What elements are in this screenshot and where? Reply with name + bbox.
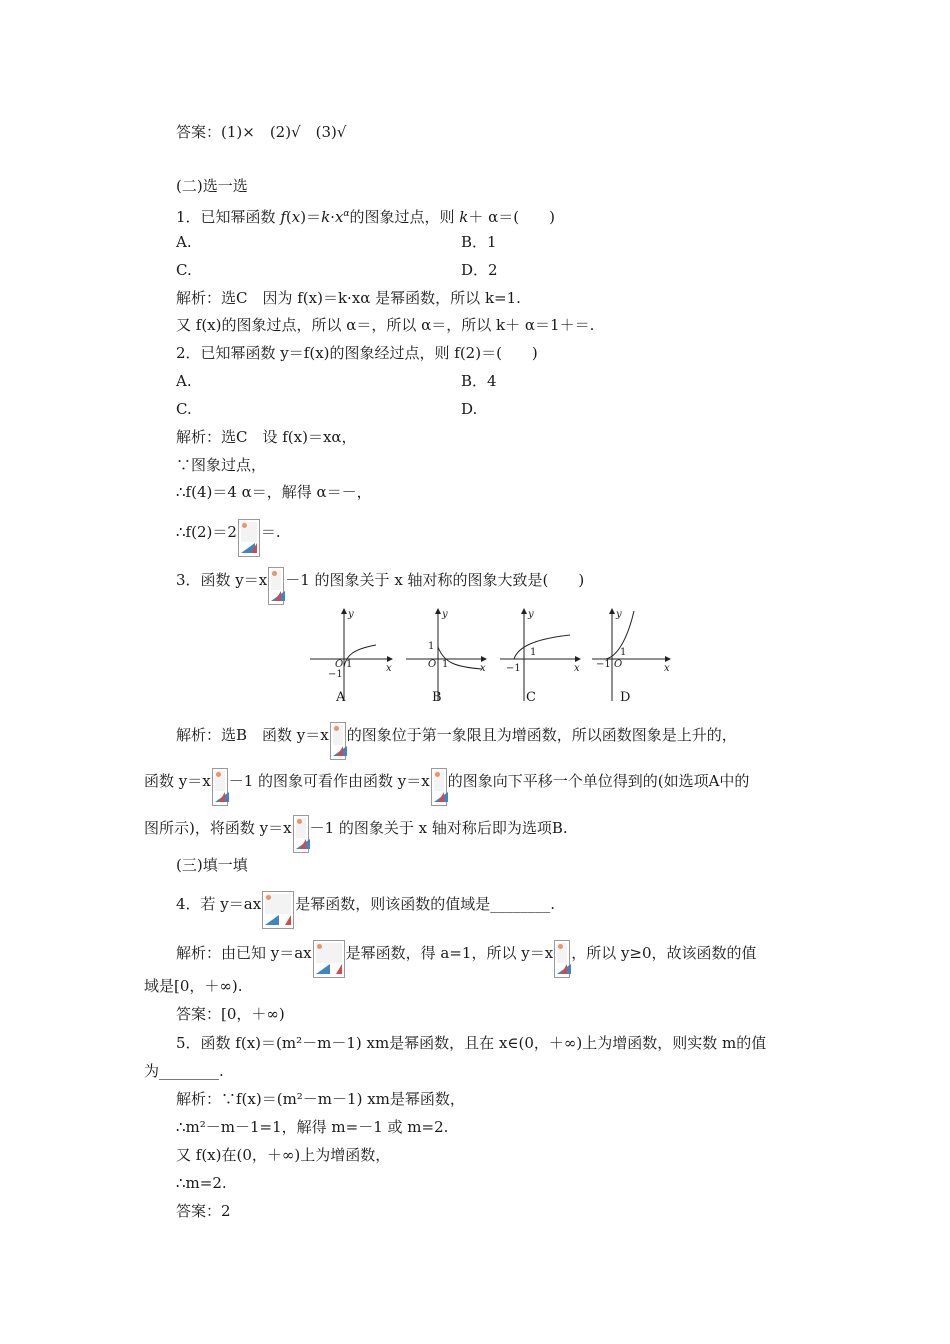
svg-text:x: x [386, 663, 392, 674]
q1-alpha: α [343, 209, 350, 219]
q2-option-d: D. [461, 400, 478, 418]
q1-paren: ( [285, 208, 292, 226]
q1-option-a: A. [176, 233, 192, 251]
svg-text:x: x [574, 663, 580, 674]
section-heading: (二)选一选 [176, 177, 248, 195]
svg-text:1: 1 [530, 647, 537, 658]
question-5-stem-1: 5．函数 f(x)＝(m²－m－1) xm是幂函数，且在 x∈(0，＋∞)上为增函数，则实数 m的值 [176, 1034, 767, 1052]
q1-text3: ＋ α＝( ) [468, 208, 555, 226]
question-1-stem [176, 204, 555, 227]
image-placeholder-icon [554, 940, 570, 978]
q4-text2: 是幂函数，则该函数的值域是________. [295, 895, 555, 913]
q3-text2: －1 的图象关于 x 轴对称的图象大致是( ) [285, 571, 585, 589]
image-placeholder-icon [313, 940, 345, 978]
svg-text:1: 1 [620, 647, 627, 658]
svg-text:−1: −1 [596, 659, 611, 670]
graph-a [310, 609, 392, 701]
q5-answer: 答案：2 [176, 1202, 231, 1220]
q1-option-d: D．2 [461, 261, 498, 279]
image-placeholder-icon [268, 567, 284, 605]
svg-text:−1: −1 [506, 663, 521, 674]
graph-b [406, 609, 486, 701]
svg-text:x: x [480, 663, 486, 674]
q4-solution-1 [176, 940, 757, 978]
svg-text:y: y [442, 609, 448, 620]
q2-option-a: A. [176, 372, 192, 390]
q1-option-b: B．1 [461, 233, 497, 251]
image-placeholder-icon [431, 768, 447, 806]
q2-solution-3: ∴f(4)＝4 α＝，解得 α＝－， [176, 483, 372, 501]
q1-text: 1．已知幂函数 [176, 208, 281, 226]
q2-sol4-text: ∴f(2)＝2 [176, 523, 237, 541]
q2-solution-1: 解析：选C 设 f(x)＝xα， [176, 428, 357, 446]
answer-line: 答案：(1)× (2)√ (3)√ [176, 123, 347, 141]
q2-solution-4 [176, 519, 281, 557]
q4-sol1-text2: 是幂函数，得 a=1，所以 y＝x [345, 944, 554, 962]
q1-eq: )＝ [300, 208, 322, 226]
svg-text:1: 1 [428, 641, 435, 652]
q5-solution-4: ∴m=2. [176, 1174, 227, 1192]
q1-x2: x [334, 208, 344, 226]
image-placeholder-icon [262, 891, 294, 929]
q4-solution-2: 域是[0，＋∞). [144, 977, 243, 995]
q3-sol3-text: 图所示)，将函数 y＝x [144, 819, 292, 837]
image-placeholder-icon [238, 519, 260, 557]
image-placeholder-icon [330, 722, 346, 760]
q3-solution-3 [144, 815, 568, 853]
q1-dot: · [330, 208, 335, 226]
q5-solution-1: 解析：∵f(x)＝(m²－m－1) xm是幂函数， [176, 1090, 465, 1108]
graph-label-b: B [432, 690, 442, 705]
question-5-stem-2: 为________. [144, 1062, 224, 1080]
graph-label-d: D [620, 690, 631, 705]
svg-text:y: y [348, 609, 354, 620]
svg-text:O: O [428, 659, 437, 670]
svg-text:−1: −1 [328, 669, 343, 680]
q3-sol2-text2: －1 的图象可看作由函数 y＝x [228, 772, 430, 790]
q4-sol1-text: 解析：由已知 y＝ax [176, 944, 312, 962]
q1-solution-2: 又 f(x)的图象过点，所以 α＝，所以 α＝，所以 k＋ α＝1＋＝. [176, 316, 595, 334]
section-heading: (三)填一填 [176, 856, 248, 874]
q3-sol1-text2: 的图象位于第一象限且为增函数，所以函数图象是上升的， [346, 726, 737, 744]
q3-sol2-text3: 的图象向下平移一个单位得到的(如选项A中的 [447, 772, 750, 790]
q1-f: f [280, 208, 286, 226]
svg-text:1: 1 [346, 659, 353, 670]
graph-label-a: A [336, 690, 346, 705]
q4-sol1-text3: ，所以 y≥0，故该函数的值 [571, 944, 757, 962]
question-3-stem [176, 567, 584, 605]
q4-answer: 答案：[0，＋∞) [176, 1005, 285, 1023]
question-4-stem [176, 891, 555, 929]
q1-k: k [321, 208, 331, 226]
q5-solution-3: 又 f(x)在(0，＋∞)上为增函数， [176, 1146, 391, 1164]
q2-option-b: B．4 [461, 372, 497, 390]
q2-solution-2: ∵图象过点， [176, 456, 267, 474]
svg-text:y: y [616, 609, 622, 620]
svg-text:x: x [664, 663, 670, 674]
q5-solution-2: ∴m²－m－1=1，解得 m=－1 或 m=2. [176, 1118, 449, 1136]
q1-text2: 的图象过点，则 [349, 208, 460, 226]
image-placeholder-icon [212, 768, 228, 806]
graph-label-c: C [526, 690, 536, 705]
q3-sol3-text2: －1 的图象关于 x 轴对称后即为选项B. [309, 819, 568, 837]
q1-k2: k [459, 208, 469, 226]
q4-text: 4．若 y＝ax [176, 895, 262, 913]
q2-sol4-text2: ＝. [260, 523, 281, 541]
q3-solution-1 [176, 722, 737, 760]
q1-solution-1: 解析：选C 因为 f(x)＝k·xα 是幂函数，所以 k=1. [176, 289, 521, 307]
svg-text:1: 1 [442, 659, 449, 670]
q3-solution-2 [144, 768, 749, 806]
q2-option-c: C. [176, 400, 192, 418]
svg-text:O: O [335, 659, 344, 670]
question-2-stem: 2．已知幂函数 y＝f(x)的图象经过点，则 f(2)＝( ) [176, 344, 538, 362]
q3-text: 3．函数 y＝x [176, 571, 268, 589]
svg-text:y: y [528, 609, 534, 620]
svg-text:O: O [614, 659, 623, 670]
graph-c [500, 609, 580, 701]
q1-option-c: C. [176, 261, 192, 279]
q3-sol2-text: 函数 y＝x [144, 772, 211, 790]
graph-d [592, 609, 670, 701]
image-placeholder-icon [293, 815, 309, 853]
q3-sol1-text: 解析：选B 函数 y＝x [176, 726, 329, 744]
q1-x: x [291, 208, 301, 226]
